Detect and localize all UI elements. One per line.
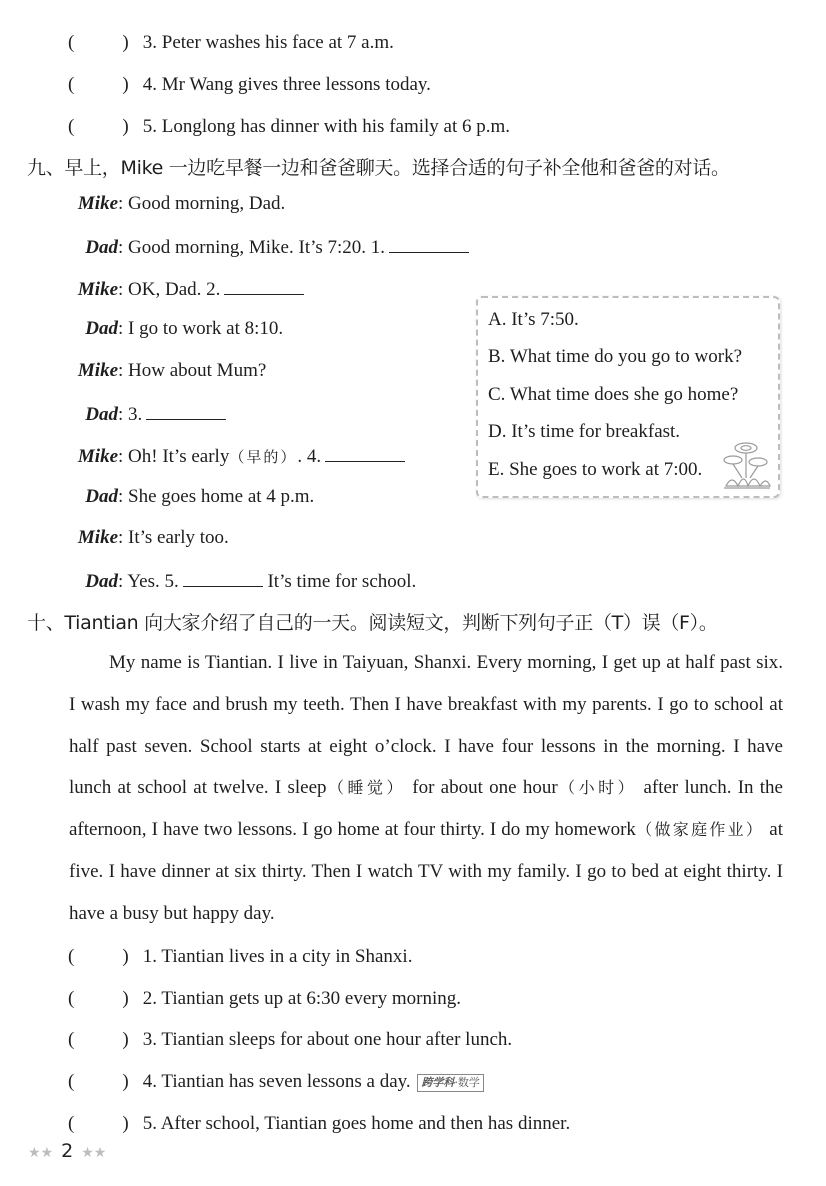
tf-question-4: ( ) 4. Mr Wang gives three lessons today. [68, 74, 431, 95]
reading-passage: My name is Tiantian. I live in Taiyuan, Shanxi. Every morning, I get up at half past six. I wash my face and brush my teeth. Then I have breakfast with my parents. I go to school at half past seven. School starts at eight o’clock. I have four lessons in the morning. I have lunch at school at twelve. I sleep（睡觉） for about one hour（小时） after lunch. In the afternoon, I have two lessons. I go home at four thirty. I do my homework（做家庭作业） at five. I have dinner at six thirty. Then I watch TV with my family. I go to bed at eight thirty. I have a busy but happy day. [69, 652, 783, 924]
option-b: B. What time do you go to work? [488, 346, 743, 367]
answer-bracket[interactable]: ( ) [68, 1071, 129, 1092]
answer-bracket[interactable]: ( ) [68, 116, 129, 137]
options-box [476, 296, 780, 498]
answer-bracket[interactable]: ( ) [68, 1113, 129, 1134]
page-footer [28, 1140, 106, 1162]
section-10-heading: 十、Tiantian 向大家介绍了自己的一天。阅读短文，判断下列句子正（T）误（F）。 [27, 612, 718, 634]
page-number: 2 [61, 1140, 74, 1162]
dialogue-line-4: Dad: I go to work at 8:10. [85, 318, 284, 339]
flower-icon [718, 438, 774, 494]
dialogue-line-9: Mike: It’s early too. [77, 527, 229, 548]
dialogue-line-7: Mike: Oh! It’s early（早的）. 4. [66, 443, 405, 469]
dialogue-line-10: Dad: Yes. 5. It’s time for school. [66, 568, 416, 594]
option-a: A. It’s 7:50. [488, 309, 579, 330]
section-9-heading: 九、早上，Mike 一边吃早餐一边和爸爸聊天。选择合适的句子补全他和爸爸的对话。 [27, 157, 730, 179]
option-c: C. What time does she go home? [488, 384, 739, 405]
blank-1[interactable] [389, 234, 469, 253]
tiantian-question-3: ( ) 3. Tiantian sleeps for about one hour after lunch. [68, 1029, 513, 1050]
tf-question-5: ( ) 5. Longlong has dinner with his family at 6 p.m. [68, 116, 511, 137]
option-e: E. She goes to work at 7:00. [488, 459, 703, 480]
dialogue-line-5: Mike: How about Mum? [77, 360, 267, 381]
dialogue-line-2: Dad: Good morning, Mike. It’s 7:20. 1. [66, 234, 469, 260]
option-d: D. It’s time for breakfast. [488, 421, 681, 442]
tiantian-question-5: ( ) 5. After school, Tiantian goes home and then has dinner. [68, 1113, 571, 1134]
blank-5[interactable] [183, 568, 263, 587]
tiantian-question-4: ( ) 4. Tiantian has seven lessons a day. 跨学科·数学 [68, 1070, 484, 1094]
answer-bracket[interactable]: ( ) [68, 32, 129, 53]
tf-question-3: ( ) 3. Peter washes his face at 7 a.m. [68, 32, 394, 53]
blank-3[interactable] [146, 401, 226, 420]
dialogue-line-1: Mike: Good morning, Dad. [77, 193, 286, 214]
dialogue-line-8: Dad: She goes home at 4 p.m. [85, 486, 315, 507]
blank-4[interactable] [325, 443, 405, 462]
star-icon: ★ [93, 1145, 107, 1161]
star-icon: ★ [28, 1145, 41, 1161]
answer-bracket[interactable]: ( ) [68, 74, 129, 95]
answer-bracket[interactable]: ( ) [68, 988, 129, 1009]
dialogue-line-3: Mike: OK, Dad. 2. [66, 276, 304, 302]
tiantian-question-2: ( ) 2. Tiantian gets up at 6:30 every morning. [68, 988, 461, 1009]
tiantian-question-1: ( ) 1. Tiantian lives in a city in Shanxi. [68, 946, 413, 967]
dialogue-line-6: Dad: 3. [66, 401, 226, 427]
star-icon: ★ [40, 1145, 54, 1161]
star-icon: ★ [81, 1145, 94, 1161]
answer-bracket[interactable]: ( ) [68, 1029, 129, 1050]
answer-bracket[interactable]: ( ) [68, 946, 129, 967]
cross-subject-badge: 跨学科·数学 [417, 1074, 484, 1092]
blank-2[interactable] [224, 276, 304, 295]
